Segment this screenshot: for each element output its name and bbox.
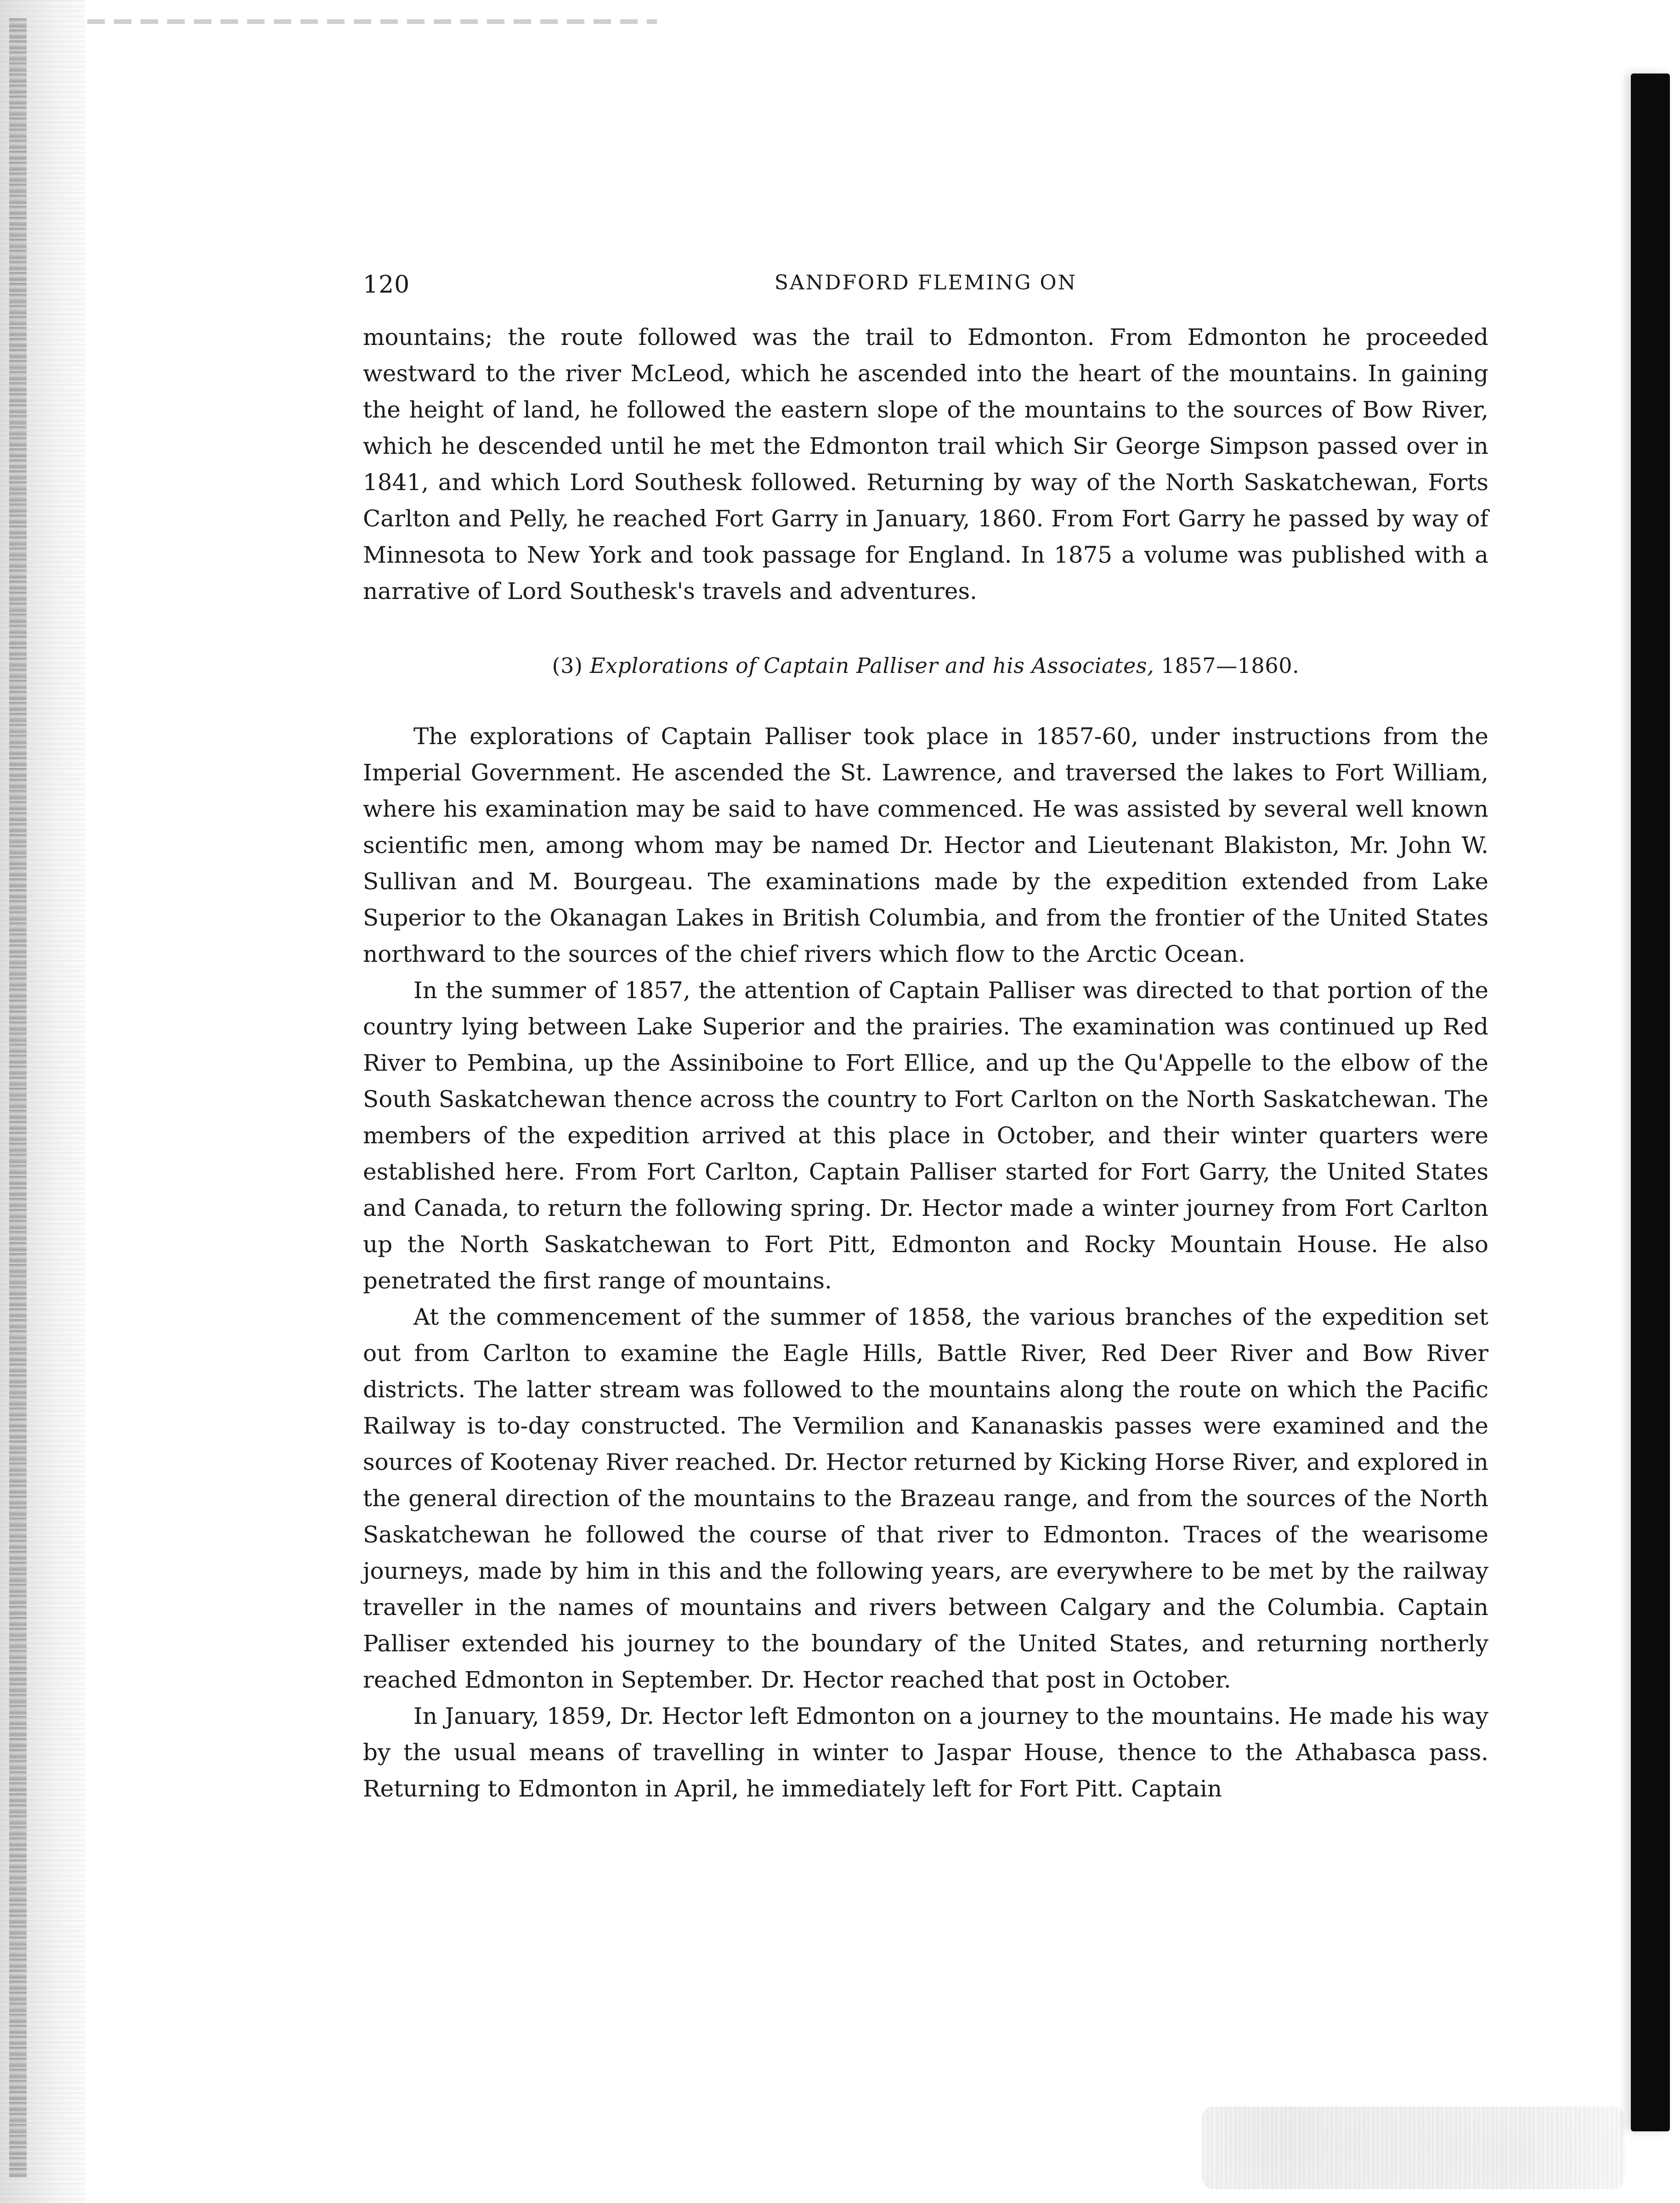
scan-top-dashes — [87, 19, 657, 24]
section-heading — [363, 649, 1488, 683]
page-header — [363, 271, 1488, 303]
section-heading-number: (3) — [552, 653, 583, 678]
paragraph-continuation: mountains; the route followed was the trail to Edmonton. From Edmonton he proceeded westward to the river McLeod, which he ascended into the heart of the mountains. In gaining the height of land, he followed the eastern slope of the mountains to the sources of Bow River, which he descended until he met the Edmonton trail which Sir George Simpson passed over in 1841, and which Lord Southesk followed. Returning by way of the North Saskatchewan, Forts Carlton and Pelly, he reached Fort Garry in January, 1860. From Fort Garry he passed by way of Minnesota to New York and took passage for England. In 1875 a volume was published with a narrative of Lord Southesk's travels and adventures. — [363, 324, 1488, 604]
scan-bottom-right-noise — [1202, 2107, 1625, 2189]
scan-left-binding-shadow — [9, 18, 27, 2177]
paragraph: In January, 1859, Dr. Hector left Edmonton on a journey to the mountains. He made his way by the usual means of travelling in winter to Jaspar House, thence to the Athabasca pass. Returning to Edmonton in April, he immediately left for Fort Pitt. Captain — [363, 1702, 1488, 1802]
paragraph: In the summer of 1857, the attention of Captain Palliser was directed to that portion of the country lying between Lake Superior and the prairies. The examination was continued up Red River to Pembina, up the Assiniboine to Fort Ellice, and up the Qu'Appelle to the elbow of the South Saskatchewan thence across the country to Fort Carlton on the North Saskatchewan. The members of the expedition arrived at this place in October, and their winter quarters were established here. From Fort Carlton, Captain Palliser started for Fort Garry, the United States and Canada, to return the following spring. Dr. Hector made a winter journey from Fort Carlton up the North Saskatchewan to Fort Pitt, Edmonton and Rocky Mountain House. He also penetrated the first range of mountains. — [363, 977, 1488, 1294]
paragraph: At the commencement of the summer of 1858, the various branches of the expedition set out from Carlton to examine the Eagle Hills, Battle River, Red Deer River and Bow River districts. The latter stream was followed to the mountains along the route on which the Pacific Railway is to-day constructed. The Vermilion and Kananaskis passes were examined and the sources of Kootenay River reached. Dr. Hector returned by Kicking Horse River, and explored in the general direction of the mountains to the Brazeau range, and from the sources of the North Saskatchewan he followed the course of that river to Edmonton. Traces of the wearisome journeys, made by him in this and the following years, are everywhere to be met by the railway traveller in the names of mountains and rivers between Calgary and the Columbia. Captain Palliser extended his journey to the boundary of the United States, and returning northerly reached Edmonton in September. Dr. Hector reached that post in October. — [363, 1303, 1488, 1693]
page-content — [363, 319, 1488, 1807]
running-head: SANDFORD FLEMING ON — [774, 271, 1077, 294]
section-heading-title: Explorations of Captain Palliser and his Associates, — [589, 653, 1154, 678]
section-heading-years: 1857—1860. — [1161, 653, 1300, 678]
paragraph: The explorations of Captain Palliser took place in 1857-60, under instructions from the Imperial Government. He ascended the St. Lawrence, and traversed the lakes to Fort William, where his examination may be said to have commenced. He was assisted by several well known scientific men, among whom may be named Dr. Hector and Lieutenant Blakiston, Mr. John W. Sullivan and M. Bourgeau. The examinations made by the expedition extended from Lake Superior to the Okanagan Lakes in British Columbia, and from the frontier of the United States northward to the sources of the chief rivers which flow to the Arctic Ocean. — [363, 723, 1488, 967]
scan-right-edge-bar — [1631, 73, 1670, 2131]
document-page — [363, 271, 1488, 2062]
page-number: 120 — [363, 271, 410, 299]
